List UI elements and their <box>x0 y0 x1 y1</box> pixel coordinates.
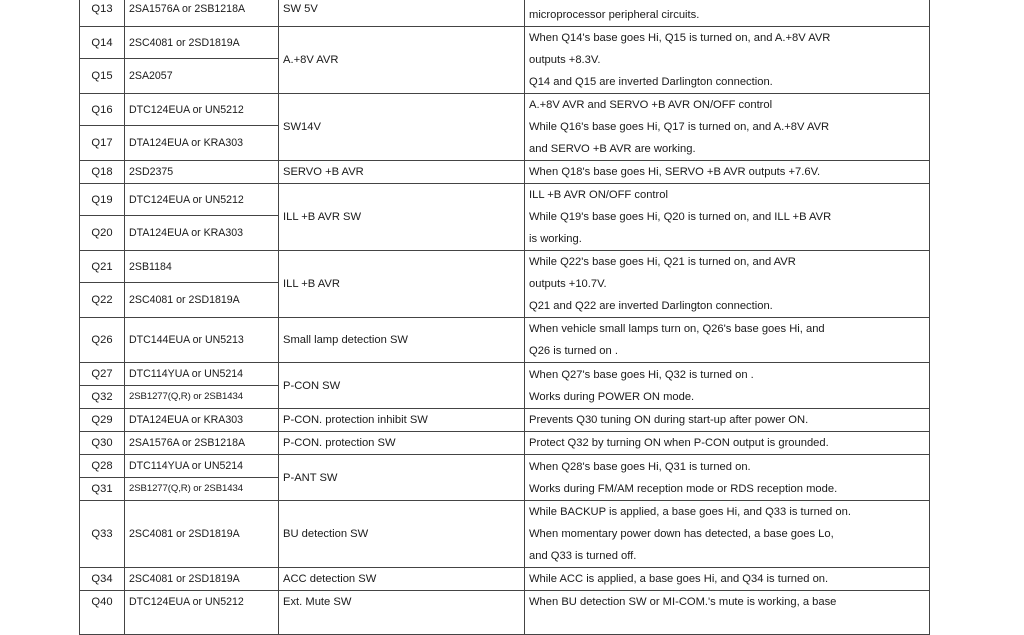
transistor-number: Q13 <box>80 0 125 27</box>
function-name: SERVO +B AVR <box>279 161 525 184</box>
transistor-number: Q14 <box>80 27 125 59</box>
description-line: Works during POWER ON mode. <box>529 390 695 403</box>
table-row <box>80 501 930 568</box>
description <box>525 591 930 635</box>
part-number: 2SD2375 <box>125 161 279 184</box>
transistor-number: Q27 <box>80 363 125 386</box>
description-line: While Q19's base goes Hi, Q20 is turned on, and ILL +B AVR <box>529 211 832 223</box>
transistor-number: Q21 <box>80 251 125 283</box>
transistor-number: Q29 <box>80 409 125 432</box>
description <box>525 251 930 318</box>
function-name: ILL +B AVR SW <box>279 184 525 251</box>
description-line: When momentary power down has detected, a base goes Lo, <box>529 528 834 540</box>
table-row <box>80 184 930 216</box>
transistor-number: Q22 <box>80 283 125 318</box>
transistor-number: Q15 <box>80 59 125 94</box>
transistor-number: Q33 <box>80 501 125 568</box>
table-row <box>80 432 930 455</box>
part-number: DTA124EUA or KRA303 <box>125 216 279 251</box>
transistor-number: Q31 <box>80 478 125 501</box>
description-line: Protect Q32 by turning ON when P-CON output is grounded. <box>529 437 829 449</box>
description <box>525 455 930 501</box>
table-row <box>80 161 930 184</box>
description <box>525 27 930 94</box>
description-line: While BACKUP is applied, a base goes Hi, and Q33 is turned on. <box>529 506 851 518</box>
description-line: is working. <box>529 233 582 245</box>
function-name: P-ANT SW <box>279 455 525 501</box>
description-line: When vehicle small lamps turn on, Q26's base goes Hi, and <box>529 323 825 335</box>
part-number: 2SB1277(Q,R) or 2SB1434 <box>125 478 279 501</box>
function-name: Ext. Mute SW <box>279 591 525 635</box>
description-line: microprocessor peripheral circuits. <box>529 8 700 21</box>
description-line: Q26 is turned on . <box>529 345 618 357</box>
description <box>525 363 930 409</box>
description-line: While Q22's base goes Hi, Q21 is turned on, and AVR <box>529 256 796 268</box>
description-line: and Q33 is turned off. <box>529 550 637 562</box>
table-row <box>80 0 930 27</box>
description <box>525 318 930 363</box>
transistor-number: Q26 <box>80 318 125 363</box>
part-number: DTC144EUA or UN5213 <box>125 318 279 363</box>
part-number: DTA124EUA or KRA303 <box>125 409 279 432</box>
part-number: 2SA1576A or 2SB1218A <box>125 0 279 27</box>
function-name: P-CON SW <box>279 363 525 409</box>
function-name: ILL +B AVR <box>279 251 525 318</box>
table-row <box>80 591 930 635</box>
table-row <box>80 27 930 59</box>
transistor-number: Q34 <box>80 568 125 591</box>
part-number: DTA124EUA or KRA303 <box>125 126 279 161</box>
table-row <box>80 251 930 283</box>
part-number: 2SC4081 or 2SD1819A <box>125 283 279 318</box>
description-line: When Q27's base goes Hi, Q32 is turned on . <box>529 368 754 381</box>
description-line: outputs +10.7V. <box>529 278 607 290</box>
table-row <box>80 363 930 386</box>
table-row <box>80 409 930 432</box>
description-line: When Q14's base goes Hi, Q15 is turned on, and A.+8V AVR <box>529 32 831 44</box>
description <box>525 501 930 568</box>
transistor-number: Q17 <box>80 126 125 161</box>
table-row <box>80 568 930 591</box>
part-number: DTC114YUA or UN5214 <box>125 455 279 478</box>
transistor-number: Q20 <box>80 216 125 251</box>
description <box>525 94 930 161</box>
transistor-number: Q40 <box>80 591 125 635</box>
function-name: ACC detection SW <box>279 568 525 591</box>
part-number: 2SB1277(Q,R) or 2SB1434 <box>125 386 279 409</box>
function-name: BU detection SW <box>279 501 525 568</box>
part-number: DTC124EUA or UN5212 <box>125 184 279 216</box>
function-name: P-CON. protection inhibit SW <box>279 409 525 432</box>
transistor-number: Q32 <box>80 386 125 409</box>
description-line: While Q16's base goes Hi, Q17 is turned on, and A.+8V AVR <box>529 121 830 133</box>
function-name: A.+8V AVR <box>279 27 525 94</box>
description-line: Q21 and Q22 are inverted Darlington connection. <box>529 300 773 312</box>
table-row <box>80 94 930 126</box>
description-line: ILL +B AVR ON/OFF control <box>529 189 668 201</box>
part-number: 2SA2057 <box>125 59 279 94</box>
transistor-number: Q18 <box>80 161 125 184</box>
description-line: When Q18's base goes Hi, SERVO +B AVR outputs +7.6V. <box>529 166 821 178</box>
description-line: When BU detection SW or MI-COM.'s mute is working, a base <box>529 596 837 608</box>
description-line: When Q28's base goes Hi, Q31 is turned on. <box>529 460 751 473</box>
transistor-function-table <box>79 0 930 635</box>
function-name: SW14V <box>279 94 525 161</box>
table-row <box>80 318 930 363</box>
part-number: 2SB1184 <box>125 251 279 283</box>
description-line: and SERVO +B AVR are working. <box>529 143 696 155</box>
part-number: 2SC4081 or 2SD1819A <box>125 568 279 591</box>
description-line: outputs +8.3V. <box>529 54 601 66</box>
part-number: 2SC4081 or 2SD1819A <box>125 501 279 568</box>
part-number: 2SA1576A or 2SB1218A <box>125 432 279 455</box>
transistor-number: Q16 <box>80 94 125 126</box>
description <box>525 409 930 432</box>
description <box>525 184 930 251</box>
description-line: While ACC is applied, a base goes Hi, and Q34 is turned on. <box>529 573 829 585</box>
description <box>525 161 930 184</box>
part-number: 2SC4081 or 2SD1819A <box>125 27 279 59</box>
transistor-number: Q30 <box>80 432 125 455</box>
description-line: Works during FM/AM reception mode or RDS reception mode. <box>529 482 838 495</box>
description-line: A.+8V AVR and SERVO +B AVR ON/OFF control <box>529 99 773 111</box>
part-number: DTC124EUA or UN5212 <box>125 94 279 126</box>
description-line: Q14 and Q15 are inverted Darlington connection. <box>529 76 773 88</box>
function-name: P-CON. protection SW <box>279 432 525 455</box>
part-number: DTC124EUA or UN5212 <box>125 591 279 635</box>
part-number: DTC114YUA or UN5214 <box>125 363 279 386</box>
function-name: SW 5V <box>279 0 525 27</box>
table-row <box>80 455 930 478</box>
function-name: Small lamp detection SW <box>279 318 525 363</box>
description <box>525 432 930 455</box>
description <box>525 568 930 591</box>
transistor-number: Q19 <box>80 184 125 216</box>
description <box>525 0 930 27</box>
description-line: Prevents Q30 tuning ON during start-up after power ON. <box>529 414 809 426</box>
transistor-number: Q28 <box>80 455 125 478</box>
